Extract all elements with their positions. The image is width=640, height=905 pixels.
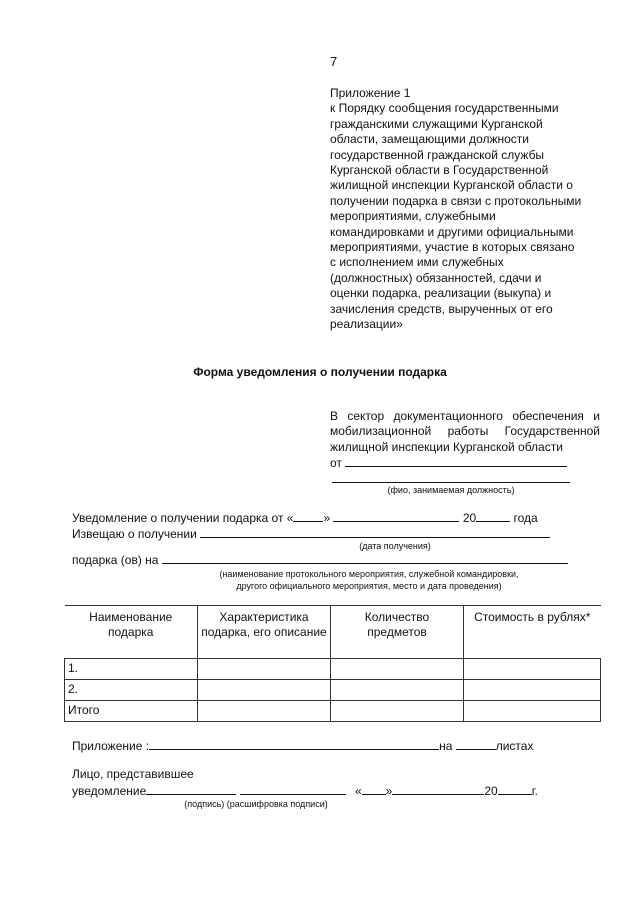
event-caption-2: другого официального мероприятия, место и дата проведения): [236, 581, 502, 591]
event-label: подарка (ов) на: [72, 553, 159, 567]
header-description: Характеристика подарка, его описание: [198, 606, 331, 659]
signature-label-1: Лицо, представившее: [72, 767, 194, 781]
table-cell[interactable]: [198, 680, 331, 701]
sig-year-field[interactable]: [498, 783, 532, 795]
receipt-date-field[interactable]: [200, 526, 550, 538]
gifts-table: [64, 605, 601, 722]
table-cell[interactable]: [464, 659, 601, 680]
table-cell[interactable]: [198, 701, 331, 722]
from-field-line-2[interactable]: [332, 482, 570, 483]
row-label: 2.: [65, 680, 198, 701]
table-cell[interactable]: [464, 680, 601, 701]
signature-decoding-field[interactable]: [240, 783, 346, 795]
appendix-line: Курганской области в Государственной: [330, 163, 549, 178]
appendix-line: оценки подарка, реализации (выкупа) и: [330, 286, 552, 301]
table-row: [65, 680, 601, 701]
table-cell[interactable]: [331, 701, 464, 722]
year-field[interactable]: [476, 510, 510, 522]
attachment-label: Приложение :: [72, 739, 150, 753]
appendix-line: жилищной инспекции Курганской области о: [330, 178, 573, 193]
appendix-line: получении подарка в связи с протокольными: [330, 193, 582, 208]
notice-year-suffix: года: [513, 511, 538, 525]
attachment-line: [72, 738, 533, 753]
attachment-sheets: листах: [495, 739, 534, 753]
table-cell[interactable]: [198, 659, 331, 680]
notice-year-prefix: 20: [462, 511, 477, 525]
appendix-line: командировками и другими официальными: [330, 224, 574, 239]
attachment-field[interactable]: [149, 738, 439, 750]
table-row-total: [65, 701, 601, 722]
sig-year-prefix: 20: [484, 784, 498, 798]
header-cost: Стоимость в рублях*: [464, 606, 601, 659]
addressee-line: В сектор документационного обеспечения и: [330, 409, 600, 423]
receipt-label: Извещаю о получении: [72, 527, 197, 541]
table-cell[interactable]: [331, 680, 464, 701]
event-caption-1: (наименование протокольного мероприятия, служебной командировки,: [219, 569, 519, 579]
appendix-line: области, замещающими должности: [330, 132, 530, 147]
from-label: от: [330, 456, 342, 471]
appendix-line: к Порядку сообщения государственными: [330, 101, 559, 116]
addressee-line: жилищной инспекции Курганской области: [330, 439, 563, 454]
row-label: Итого: [65, 701, 198, 722]
table-cell[interactable]: [464, 701, 601, 722]
addressee-line: мобилизационной работы Государственной: [330, 424, 600, 439]
appendix-line: с исполнением ими служебных: [330, 255, 504, 270]
signature-caption: (подпись) (расшифровка подписи): [184, 799, 328, 809]
notice-prefix: Уведомление о получении подарка от «: [72, 511, 294, 525]
sheets-count-field[interactable]: [456, 738, 496, 750]
attachment-on: на: [439, 739, 453, 753]
appendix-line: (должностных) обязанностей, сдачи и: [330, 270, 542, 285]
table-row: [65, 659, 601, 680]
appendix-line: мероприятиями, служебными: [330, 209, 496, 224]
addressee-block: [330, 409, 600, 472]
from-field[interactable]: [345, 455, 567, 467]
sig-quote-open: «: [354, 784, 362, 798]
notice-line-3: [72, 552, 568, 567]
from-caption: (фио, занимаемая должность): [387, 485, 515, 495]
header-name: Наименование подарка: [65, 606, 198, 659]
row-label: 1.: [65, 659, 198, 680]
appendix-line: государственной гражданской службы: [330, 147, 545, 162]
table-cell[interactable]: [331, 659, 464, 680]
signature-line: [72, 783, 538, 798]
appendix-line: зачисления средств, вырученных от его: [330, 301, 553, 316]
page-number: 7: [330, 54, 338, 69]
signature-label-2: уведомление: [72, 784, 147, 798]
notice-quote-close: »: [323, 511, 331, 525]
notice-line-1: [72, 510, 538, 525]
appendix-line: гражданскими служащими Курганской: [330, 116, 543, 131]
notice-line-2: [72, 526, 550, 541]
sig-quote-close: »: [385, 784, 393, 798]
appendix-line: реализации»: [330, 317, 403, 332]
appendix-line: мероприятиями, участие в которых связано: [330, 240, 575, 255]
month-field[interactable]: [333, 510, 459, 522]
appendix-header: [330, 86, 606, 333]
sig-day-field[interactable]: [362, 783, 386, 795]
form-title: Форма уведомления о получении подарка: [193, 365, 447, 379]
table-header-row: [65, 606, 601, 659]
appendix-line: Приложение 1: [330, 86, 411, 100]
date-caption: (дата получения): [359, 541, 431, 551]
event-field[interactable]: [162, 552, 568, 564]
sig-month-field[interactable]: [392, 783, 484, 795]
header-quantity: Количество предметов: [331, 606, 464, 659]
signature-field[interactable]: [146, 783, 236, 795]
sig-g: г.: [531, 784, 538, 798]
day-field[interactable]: [293, 510, 323, 522]
